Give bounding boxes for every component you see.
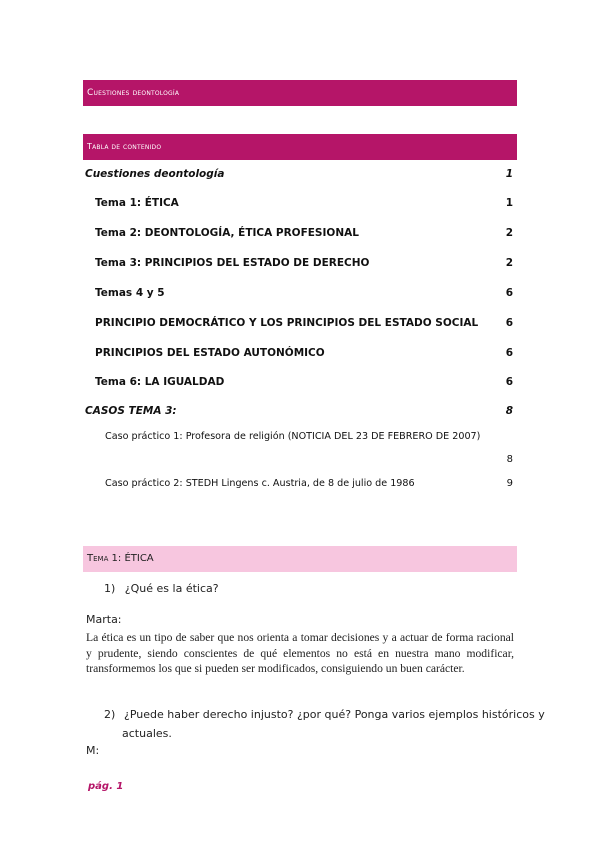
toc-entry-label: Tema 2: DEONTOLOGÍA, ÉTICA PROFESIONAL (95, 227, 359, 239)
toc-entry-label: PRINCIPIO DEMOCRÁTICO Y LOS PRINCIPIOS DEL ESTADO SOCIAL (95, 317, 479, 329)
toc-entry-page: 2 (505, 227, 513, 239)
toc-entry-page: 1 (505, 197, 513, 209)
toc-entry-label: Caso práctico 1: Profesora de religión (NOTICIA DEL 23 DE FEBRERO DE 2007) (105, 431, 481, 442)
toc-entry-page: 6 (505, 317, 513, 329)
toc-entry-page: 2 (505, 257, 513, 269)
toc-entry-label: Temas 4 y 5 (95, 287, 165, 299)
toc-entry-label: Tema 1: ÉTICA (95, 197, 179, 209)
question-1-text: ¿Qué es la ética? (124, 582, 219, 595)
toc-entry-page: 8 (505, 405, 513, 417)
question-2-line-1: ¿Puede haber derecho injusto? ¿por qué? Ponga varios ejemplos históricos y (124, 708, 545, 721)
document-title: Cuestiones deontología (87, 88, 180, 98)
toc-entry-label: PRINCIPIOS DEL ESTADO AUTONÓMICO (95, 347, 325, 359)
toc-entry-page: 6 (505, 376, 513, 388)
toc-entry-page: 9 (506, 478, 513, 489)
question-1-number: 1) (104, 582, 116, 595)
toc-entry-label: Cuestiones deontología (85, 168, 225, 180)
section-heading: Tema 1: ÉTICA (87, 553, 154, 564)
toc-heading: Tabla de contenido (87, 142, 162, 151)
question-1 (104, 582, 219, 595)
document-title-band (83, 80, 517, 106)
toc-entry-page: 6 (505, 287, 513, 299)
toc-entry-page: 1 (505, 168, 513, 180)
toc-heading-band (83, 134, 517, 160)
toc-entry-page: 6 (505, 347, 513, 359)
toc-entry-label: Tema 3: PRINCIPIOS DEL ESTADO DE DERECHO (95, 257, 370, 269)
toc-entry-label: CASOS TEMA 3: (85, 405, 177, 417)
page-number: pág. 1 (88, 781, 124, 792)
section-heading-band (83, 546, 517, 572)
toc-entry-page: 8 (506, 454, 513, 465)
toc-entry-label: Caso práctico 2: STEDH Lingens c. Austria, de 8 de julio de 1986 (105, 478, 415, 489)
answer-paragraph: La ética es un tipo de saber que nos orienta a tomar decisiones y a actuar de forma racional y prudente, siendo conscientes de qué elementos no está en nuestra mano modificar, transformemos los que si pueden ser modificados, consiguiendo un buen carácter. (86, 631, 514, 675)
answer-author: Marta: (86, 613, 122, 626)
toc-entry-label: Tema 6: LA IGUALDAD (95, 376, 225, 388)
question-2-line-2: actuales. (122, 727, 172, 740)
toc-entry[interactable] (85, 431, 513, 471)
answer-2-author: M: (86, 744, 100, 757)
question-2-number: 2) (104, 708, 116, 721)
